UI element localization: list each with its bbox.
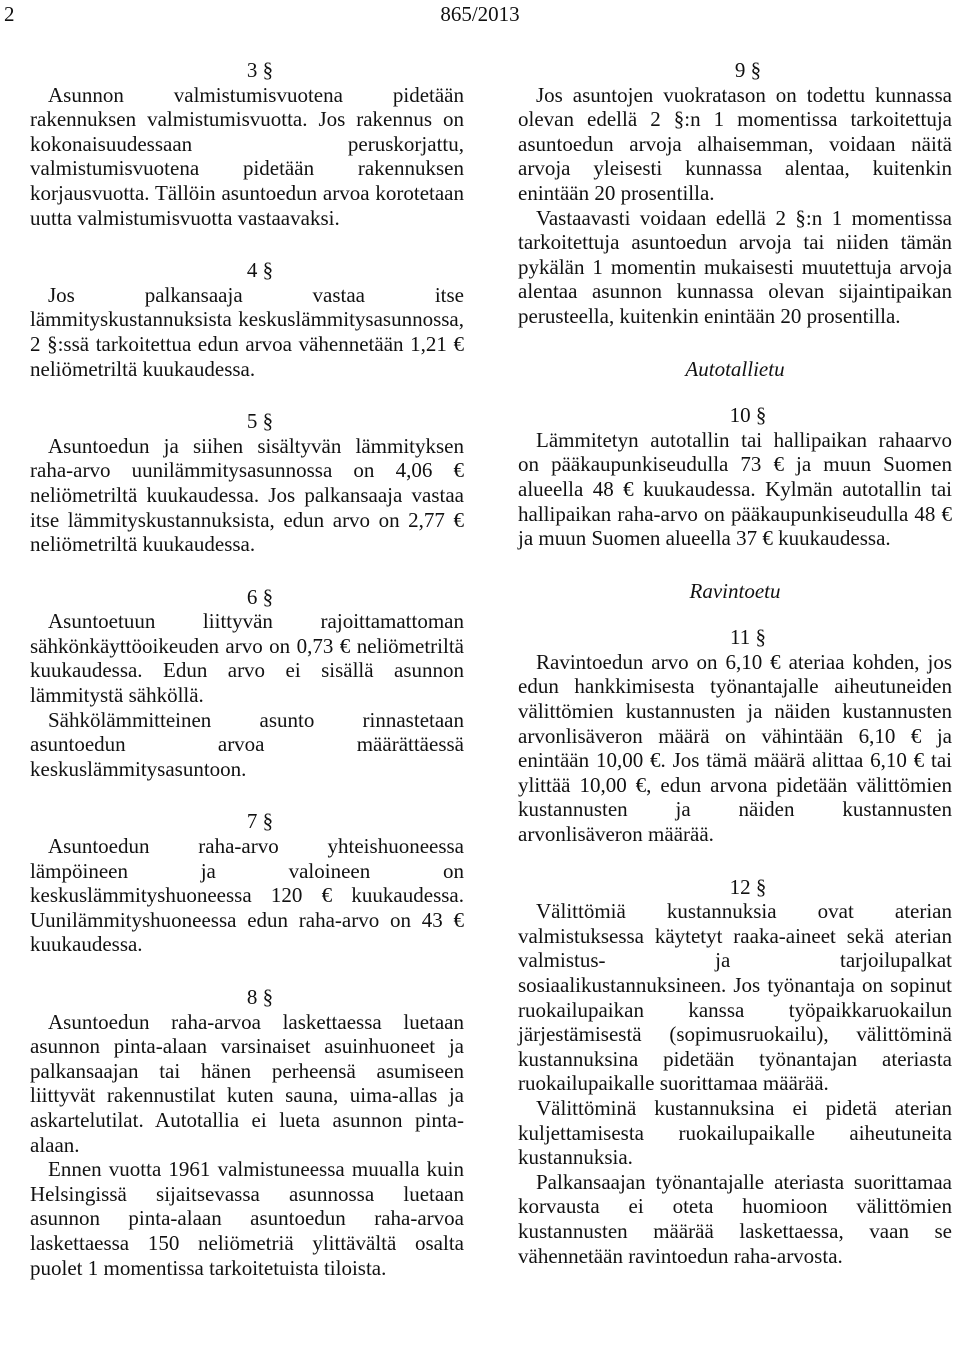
section — [518, 58, 952, 329]
section — [518, 403, 952, 551]
section-heading: 6 § — [246, 584, 274, 609]
section-paragraph: Jos asuntojen vuokratason on todettu kunnassa olevan edellä 2 §:n 1 momentissa tarkoitettuja asuntoedun arvoja alhaisemman, voidaan näitä arvoja yleisesti kunnassa alentaa, kuitenkin enintään 20 prosentilla. — [518, 82, 952, 205]
page-header — [0, 0, 960, 30]
section-paragraph: Asuntoedun raha-arvoa laskettaessa luetaan asunnon pinta-alaan varsinaiset asuinhuoneet ja palkansaajan tai hänen perheensä asumiseen liittyvät rakennustilat kuten sauna, uima-allas ja askartelutilat. Autotallia ei lueta asunnon pinta-alaan. — [30, 1009, 464, 1157]
section-heading: 8 § — [246, 985, 274, 1009]
section-paragraph: Välittöminä kustannuksina ei pidetä aterian kuljettamisesta ruokailupaikalle aiheutuneita kustannuksia. — [518, 1095, 952, 1170]
section-paragraph: Jos palkansaaja vastaa itse lämmityskustannuksista keskuslämmitysasunnossa, 2 §:ssä tarkoitettua edun arvoa vähennetään 1,21 € neliömetriltä kuukaudessa. — [30, 282, 464, 381]
section-paragraph: Välittömiä kustannuksia ovat aterian valmistuksessa käytetyt raaka-aineet sekä aterian valmistus- ja tarjoilupalkat sosiaalikustannuksineen. Jos työnantaja on sopinut ruokailupaikan kanssa työpaikkaruokailun järjestämisestä (sopimusruokailu), välittöminä kustannuksina pidetään työnantajan ateriasta ruokailupaikalle suorittamaa määrää. — [518, 899, 952, 1096]
section-heading: 4 § — [246, 258, 274, 283]
section — [30, 585, 464, 782]
section-heading: 10 § — [729, 403, 767, 428]
section — [30, 58, 464, 230]
page-number: 2 — [4, 2, 15, 26]
section-paragraph: Ennen vuotta 1961 valmistuneessa muualla kuin Helsingissä sijaitsevassa asunnossa luetaan asunnon pinta-alaan asuntoedun raha-arvoa laskettaessa 150 neliömetriä ylittävältä osalta puolet 1 momentissa tarkoitetuista tiloista. — [30, 1157, 464, 1280]
section-heading: 3 § — [246, 58, 274, 82]
section-paragraph: Asuntoedun raha-arvo yhteishuoneessa lämpöineen ja valoineen on keskuslämmityshuoneessa 120 € kuukaudessa. Uunilämmityshuoneessa edun raha-arvo on 43 € kuukaudessa. — [30, 834, 464, 957]
section — [30, 809, 464, 957]
section-heading: 5 § — [246, 409, 274, 434]
section-rubric: Ravintoetu — [689, 578, 781, 603]
section-paragraph: Vastaavasti voidaan edellä 2 §:n 1 momentissa tarkoitettuja asuntoedun arvoja tai niiden tämän pykälän 1 momentin mukaisesti muutettuja arvoja alentaa asunnon kunnassa olevan sijaintipaikan perusteella, kuitenkin enintään 20 prosentilla. — [518, 205, 952, 328]
section-heading: 11 § — [730, 625, 766, 650]
section-paragraph: Asunnon valmistumisvuotena pidetään rakennuksen valmistumisvuotta. Jos rakennus on kokonaisuudessaan peruskorjattu, valmistumisvuotena pidetään rakennuksen korjausvuotta. Tällöin asuntoedun arvoa korotetaan uutta valmistumisvuotta vastaavaksi. — [30, 82, 464, 230]
right-column — [518, 58, 952, 1268]
section-paragraph: Lämmitetyn autotallin tai hallipaikan rahaarvo on pääkaupunkiseudulla 73 € ja muun Suomen alueella 48 € kuukaudessa. Kylmän autotallin tai hallipaikan raha-arvo on pääkaupunkiseudulla 48 € ja muun Suomen alueella 37 € kuukaudessa. — [518, 427, 952, 551]
section-paragraph: Asuntoetuun liittyvän rajoittamattoman sähkönkäyttöoikeuden arvo on 0,73 € neliömetriltä kuukaudessa. Edun arvo ei sisällä asunnon lämmitystä sähköllä. — [30, 609, 464, 708]
section-paragraph: Asuntoedun ja siihen sisältyvän lämmityksen raha-arvo uunilämmitysasunnossa on 4,06 € neliömetriltä kuukaudessa. Jos palkansaaja vastaa itse lämmityskustannuksista, edun arvo on 2,77 € neliömetriltä kuukaudessa. — [30, 433, 464, 557]
section-heading: 7 § — [246, 809, 274, 834]
section-paragraph: Ravintoedun arvo on 6,10 € ateriaa kohden, jos edun hankkimisesta työnantajalle aiheutuneiden välittömien kustannusten ja näiden kustannusten arvonlisäveron määrä on vähintään 6,10 € ja enintään 10,00 €. Jos tämä määrä alittaa 6,10 € tai ylittää 10,00 €, edun arvona pidetään välittömien kustannusten ja näiden kustannusten arvonlisäveron määrää. — [518, 649, 952, 847]
section-heading: 9 § — [734, 58, 762, 82]
section-heading: 12 § — [729, 874, 767, 899]
left-column — [30, 58, 464, 1280]
section-rubric: Autotallietu — [685, 356, 785, 381]
section-paragraph: Palkansaajan työnantajalle ateriasta suorittamaa korvausta ei oteta huomioon välittömien kustannusten määrää laskettaessa, vaan se vähennetään ravintoedun raha-arvosta. — [518, 1169, 952, 1268]
section — [518, 875, 952, 1269]
document-number: 865/2013 — [440, 2, 520, 26]
section — [30, 258, 464, 381]
section — [30, 409, 464, 557]
section-paragraph: Sähkölämmitteinen asunto rinnastetaan asuntoedun arvoa määrättäessä keskuslämmitysasuntoon. — [30, 707, 464, 781]
section — [518, 625, 952, 846]
section — [30, 985, 464, 1280]
